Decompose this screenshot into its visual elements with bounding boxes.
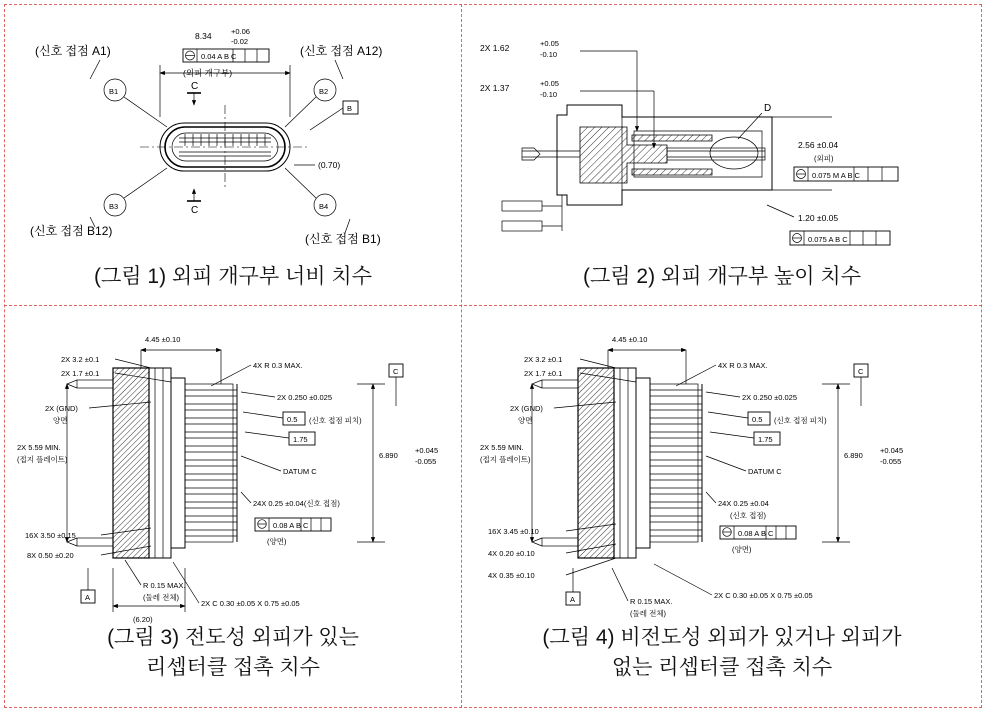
svg-text:0.5: 0.5 bbox=[752, 415, 763, 424]
fig3-c-flag bbox=[389, 364, 403, 406]
figure-1-caption: (그림 1) 외피 개구부 너비 치수 bbox=[94, 265, 372, 288]
fig4-fcf bbox=[720, 526, 796, 539]
fig4-dim-right: 6.890 bbox=[844, 451, 863, 460]
fig2-fcf2 bbox=[790, 231, 890, 245]
fig4-dim-0250: 2X 0.250 ±0.025 bbox=[742, 393, 797, 402]
fig2-dim4: 1.20 ±0.05 bbox=[798, 213, 839, 223]
fig4-r015: R 0.15 MAX. bbox=[630, 597, 673, 606]
fig3-pitch-box bbox=[243, 412, 305, 425]
fig1-datum-b bbox=[310, 101, 358, 130]
fig4-dim-gnd-note: 양면 bbox=[518, 416, 533, 425]
fig1-ref-dim: (0.70) bbox=[318, 160, 341, 170]
fig4-dim-16x: 16X 3.45 ±0.10 bbox=[488, 527, 539, 536]
fig3-dim-0250: 2X 0.250 ±0.025 bbox=[277, 393, 332, 402]
fig1-top-tol-plus: +0.06 bbox=[231, 27, 250, 36]
svg-text:B: B bbox=[347, 104, 353, 113]
fig1-bubble-b3 bbox=[104, 168, 167, 216]
fig1-opening-note: (외피 개구부) bbox=[183, 68, 233, 78]
svg-text:0.08 A B C: 0.08 A B C bbox=[273, 521, 309, 530]
fig4-dim-17: 2X 1.7 ±0.1 bbox=[524, 369, 563, 378]
figure-3-caption-line2: 리셉터클 접촉 치수 bbox=[146, 656, 320, 679]
fig3-dim-8x: 8X 0.50 ±0.20 bbox=[27, 551, 74, 560]
fig4-datum-c-leader: DATUM C bbox=[748, 467, 782, 476]
figure-3-caption-line1: (그림 3) 전도성 외피가 있는 bbox=[107, 626, 359, 649]
fig1-callout-a12: (신호 접점 A12) bbox=[300, 44, 383, 58]
fig1-callout-a1: (신호 접점 A1) bbox=[35, 44, 111, 58]
fig3-a-flag bbox=[81, 568, 95, 603]
fig3-r03: 4X R 0.3 MAX. bbox=[253, 361, 303, 370]
fig2-dim3-note: (외피) bbox=[814, 154, 834, 163]
fig1-top-dim: 8.34 bbox=[195, 31, 212, 41]
svg-text:0.075 M A B C: 0.075 M A B C bbox=[812, 171, 860, 180]
fig1-bubble-b2 bbox=[285, 79, 336, 127]
svg-text:B2: B2 bbox=[319, 87, 329, 96]
fig3-dim-559: 2X 5.59 MIN. bbox=[17, 443, 61, 452]
fig3-r015-note: (둘레 전체) bbox=[143, 593, 180, 602]
fig4-pitch-note: (신호 접점 피치) bbox=[774, 416, 827, 425]
figure-2-cell bbox=[462, 5, 982, 305]
svg-text:A: A bbox=[570, 595, 576, 604]
fig4-dim-559-note: (접지 플레이트) bbox=[480, 455, 531, 464]
fig3-dim-620: (6.20) bbox=[133, 615, 153, 624]
fig4-dim-559: 2X 5.59 MIN. bbox=[480, 443, 524, 452]
fig4-dim-4x-020: 4X 0.20 ±0.10 bbox=[488, 549, 535, 558]
svg-text:C: C bbox=[393, 367, 399, 376]
fig4-dim-gnd: 2X (GND) bbox=[510, 404, 543, 413]
svg-text:B4: B4 bbox=[319, 202, 329, 211]
svg-text:A: A bbox=[85, 593, 91, 602]
svg-text:1.75: 1.75 bbox=[758, 435, 773, 444]
fig4-chamfer: 2X C 0.30 ±0.05 X 0.75 ±0.05 bbox=[714, 591, 813, 600]
fig1-callout-b1: (신호 접점 B1) bbox=[305, 232, 381, 246]
fig3-chamfer: 2X C 0.30 ±0.05 X 0.75 ±0.05 bbox=[201, 599, 300, 608]
fig3-dim-gnd: 2X (GND) bbox=[45, 404, 78, 413]
fig4-dim-4x-035: 4X 0.35 ±0.10 bbox=[488, 571, 535, 580]
fig3-dim-559-note: (접지 플레이트) bbox=[17, 455, 68, 464]
fig3-fcf bbox=[255, 518, 331, 531]
fig1-section-c-top: C bbox=[191, 81, 199, 92]
fig3-dim-32: 2X 3.2 ±0.1 bbox=[61, 355, 100, 364]
fig4-dim-24x: 24X 0.25 ±0.04 bbox=[718, 499, 769, 508]
fig3-r015: R 0.15 MAX. bbox=[143, 581, 186, 590]
fig4-dim-32: 2X 3.2 ±0.1 bbox=[524, 355, 563, 364]
figure-4-caption-line2: 없는 리셉터클 접촉 치수 bbox=[611, 656, 833, 679]
figure-1-drawing bbox=[5, 5, 461, 305]
fig2-dim1-minus: -0.10 bbox=[540, 50, 558, 59]
fig2-dim2: 2X 1.37 bbox=[480, 83, 510, 93]
svg-text:B1: B1 bbox=[109, 87, 119, 96]
fig4-pitch-box bbox=[708, 412, 770, 425]
fig3-dim-gnd-note: 양면 bbox=[53, 416, 68, 425]
figure-4-cell bbox=[462, 306, 982, 706]
figure-2-caption: (그림 2) 외피 개구부 높이 치수 bbox=[583, 265, 861, 288]
fig3-dim-175 bbox=[245, 432, 315, 445]
fig3-fcf-note: (양면) bbox=[267, 537, 287, 546]
fig1-top-tol-minus: -0.02 bbox=[231, 37, 249, 46]
fig1-bubble-b1 bbox=[104, 79, 167, 127]
fig4-dim-24x-note: (신호 접점) bbox=[730, 511, 767, 520]
fig2-leader-d: D bbox=[764, 103, 772, 114]
figure-2-drawing bbox=[462, 5, 982, 305]
fig2-dim1: 2X 1.62 bbox=[480, 43, 510, 53]
fig3-dim-24x: 24X 0.25 ±0.04(신호 접점) bbox=[253, 499, 340, 508]
fig1-callout-b12: (신호 접점 B12) bbox=[30, 224, 113, 238]
figure-3-cell bbox=[5, 306, 461, 706]
fig2-dim2-minus: -0.10 bbox=[540, 90, 558, 99]
svg-text:C: C bbox=[858, 367, 864, 376]
svg-text:0.08 A B C: 0.08 A B C bbox=[738, 529, 774, 538]
svg-text:B3: B3 bbox=[109, 202, 119, 211]
fig1-fcf bbox=[183, 49, 269, 62]
fig2-fcf1 bbox=[794, 167, 898, 181]
fig4-dim-top: 4.45 ±0.10 bbox=[612, 335, 648, 344]
fig4-dim-right-plus: +0.045 bbox=[880, 446, 904, 455]
figure-4-caption-line1: (그림 4) 비전도성 외피가 있거나 외피가 bbox=[542, 626, 902, 649]
figure-4-drawing bbox=[462, 306, 982, 706]
fig1-bubble-b4 bbox=[285, 168, 336, 216]
fig3-dim-top: 4.45 ±0.10 bbox=[145, 335, 181, 344]
fig4-a-flag bbox=[566, 568, 580, 605]
fig3-dim-right: 6.890 bbox=[379, 451, 398, 460]
svg-text:0.075 A B C: 0.075 A B C bbox=[808, 235, 848, 244]
fig3-dim-right-minus: -0.055 bbox=[415, 457, 437, 466]
fig1-section-c-bottom: C bbox=[191, 205, 199, 216]
fig4-fcf-note: (양면) bbox=[732, 545, 752, 554]
fig3-pitch-note: (신호 접점 피치) bbox=[309, 416, 362, 425]
fig4-dim-175 bbox=[710, 432, 780, 445]
fig4-r015-note: (둘레 전체) bbox=[630, 609, 667, 618]
fig3-dim-right-plus: +0.045 bbox=[415, 446, 439, 455]
fig4-c-flag bbox=[854, 364, 868, 406]
figure-3-drawing bbox=[5, 306, 461, 706]
svg-text:0.5: 0.5 bbox=[287, 415, 298, 424]
fig3-dim-17: 2X 1.7 ±0.1 bbox=[61, 369, 100, 378]
fig3-datum-c-leader: DATUM C bbox=[283, 467, 317, 476]
fig2-dim1-plus: +0.05 bbox=[540, 39, 559, 48]
fig4-r03: 4X R 0.3 MAX. bbox=[718, 361, 768, 370]
fig2-dim3: 2.56 ±0.04 bbox=[798, 140, 839, 150]
fig3-dim-16x: 16X 3.50 ±0.15 bbox=[25, 531, 76, 540]
fig4-dim-right-minus: -0.055 bbox=[880, 457, 902, 466]
fig1-fcf-text: 0.04 A B C bbox=[201, 52, 237, 61]
svg-text:1.75: 1.75 bbox=[293, 435, 308, 444]
fig2-dim2-plus: +0.05 bbox=[540, 79, 559, 88]
figure-1-cell bbox=[5, 5, 461, 305]
